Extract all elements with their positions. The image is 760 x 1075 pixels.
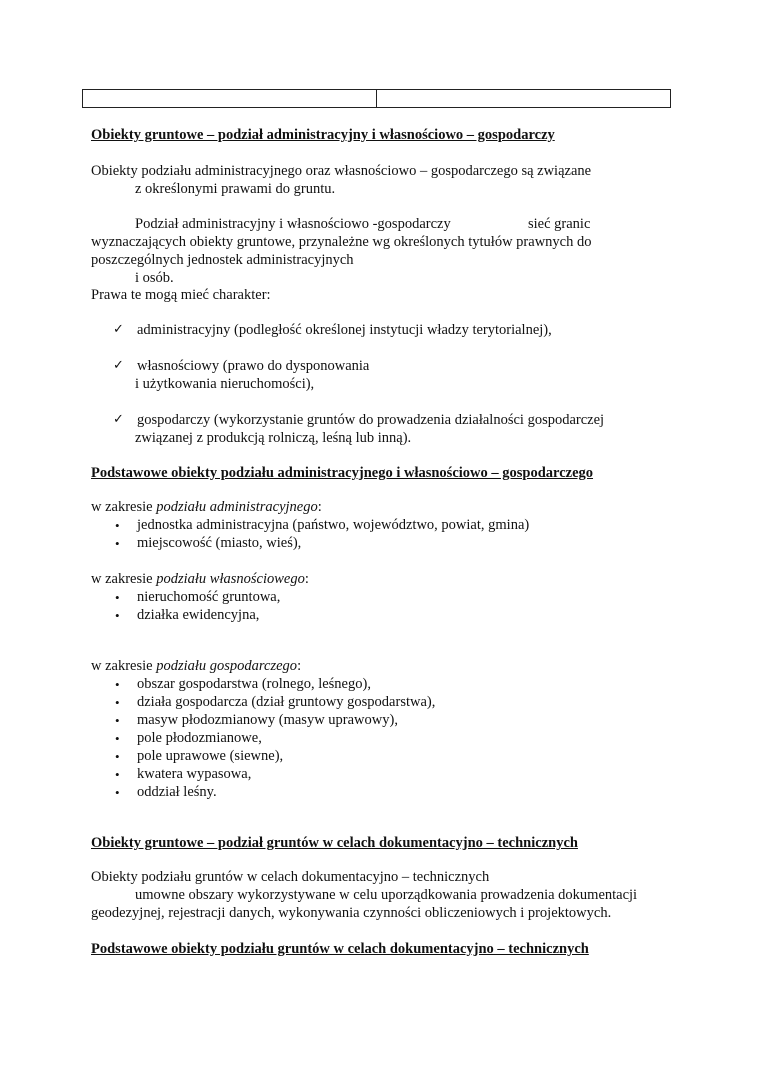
header-table <box>82 89 671 108</box>
section1-intro-line2: z określonymi prawami do gruntu. <box>135 181 336 197</box>
list-item: działka ewidencyjna, <box>137 607 260 623</box>
list-item: oddział leśny. <box>137 784 217 800</box>
section1-para-line3: poszczególnych jednostek administracyjnych <box>91 252 354 268</box>
rights-item-administrative: administracyjny (podległość określonej instytucji władzy terytorialnej), <box>137 322 552 338</box>
bullet-icon: • <box>115 590 120 605</box>
section1-heading: Obiekty gruntowe – podział administracyjny i własnościowo – gospodarczy <box>91 127 555 143</box>
bullet-icon: • <box>115 518 120 533</box>
group-economic-label: w zakresie podziału gospodarczego: <box>91 658 302 674</box>
check-icon: ✓ <box>113 412 124 427</box>
list-item: pole płodozmianowe, <box>137 730 262 746</box>
list-item: działa gospodarcza (dział gruntowy gospodarstwa), <box>137 694 436 710</box>
bullet-icon: • <box>115 767 120 782</box>
section3-line1: Obiekty podziału gruntów w celach dokumentacyjno – technicznych <box>91 869 490 885</box>
rights-item-ownership: własnościowy (prawo do dysponowania <box>137 358 370 374</box>
section1-intro-line1: Obiekty podziału administracyjnego oraz własnościowo – gospodarczego są związane <box>91 163 592 179</box>
group-ownership-label: w zakresie podziału własnościowego: <box>91 571 309 587</box>
rights-item-economic: gospodarczy (wykorzystanie gruntów do prowadzenia działalności gospodarczej <box>137 412 605 428</box>
header-table-cell-left <box>83 90 376 107</box>
section1-para-line4: i osób. <box>135 270 174 286</box>
list-item: jednostka administracyjna (państwo, województwo, powiat, gmina) <box>137 517 530 533</box>
group-administrative-label: w zakresie podziału administracyjnego: <box>91 499 322 515</box>
bullet-icon: • <box>115 731 120 746</box>
bullet-icon: • <box>115 608 120 623</box>
check-icon: ✓ <box>113 322 124 337</box>
bullet-icon: • <box>115 749 120 764</box>
list-item: kwatera wypasowa, <box>137 766 252 782</box>
section1-para-line2: wyznaczających obiekty gruntowe, przynależne wg określonych tytułów prawnych do <box>91 234 592 250</box>
rights-item-ownership-cont: i użytkowania nieruchomości), <box>135 376 315 392</box>
section2-heading: Podstawowe obiekty podziału administracyjnego i własnościowo – gospodarczego <box>91 465 594 481</box>
section1-para-line1a: Podział administracyjny i własnościowo -gospodarczy <box>135 216 451 232</box>
section3-line3: geodezyjnej, rejestracji danych, wykonywania czynności obliczeniowych i projektowych. <box>91 905 612 921</box>
check-icon: ✓ <box>113 358 124 373</box>
list-item: obszar gospodarstwa (rolnego, leśnego), <box>137 676 371 692</box>
bullet-icon: • <box>115 677 120 692</box>
bullet-icon: • <box>115 695 120 710</box>
section3-line2: umowne obszary wykorzystywane w celu uporządkowania prowadzenia dokumentacji <box>135 887 638 903</box>
bullet-icon: • <box>115 536 120 551</box>
list-item: pole uprawowe (siewne), <box>137 748 284 764</box>
rights-item-economic-cont: związanej z produkcją rolniczą, leśną lub inną). <box>135 430 412 446</box>
section3-heading: Obiekty gruntowe – podział gruntów w celach dokumentacyjno – technicznych <box>91 835 578 851</box>
section1-rights-intro: Prawa te mogą mieć charakter: <box>91 287 271 303</box>
bullet-icon: • <box>115 713 120 728</box>
list-item: masyw płodozmianowy (masyw uprawowy), <box>137 712 398 728</box>
list-item: miejscowość (miasto, wieś), <box>137 535 302 551</box>
section4-heading: Podstawowe obiekty podziału gruntów w celach dokumentacyjno – technicznych <box>91 941 589 957</box>
section1-para-line1b: sieć granic <box>528 216 591 232</box>
list-item: nieruchomość gruntowa, <box>137 589 281 605</box>
bullet-icon: • <box>115 785 120 800</box>
header-table-cell-right <box>376 90 670 107</box>
